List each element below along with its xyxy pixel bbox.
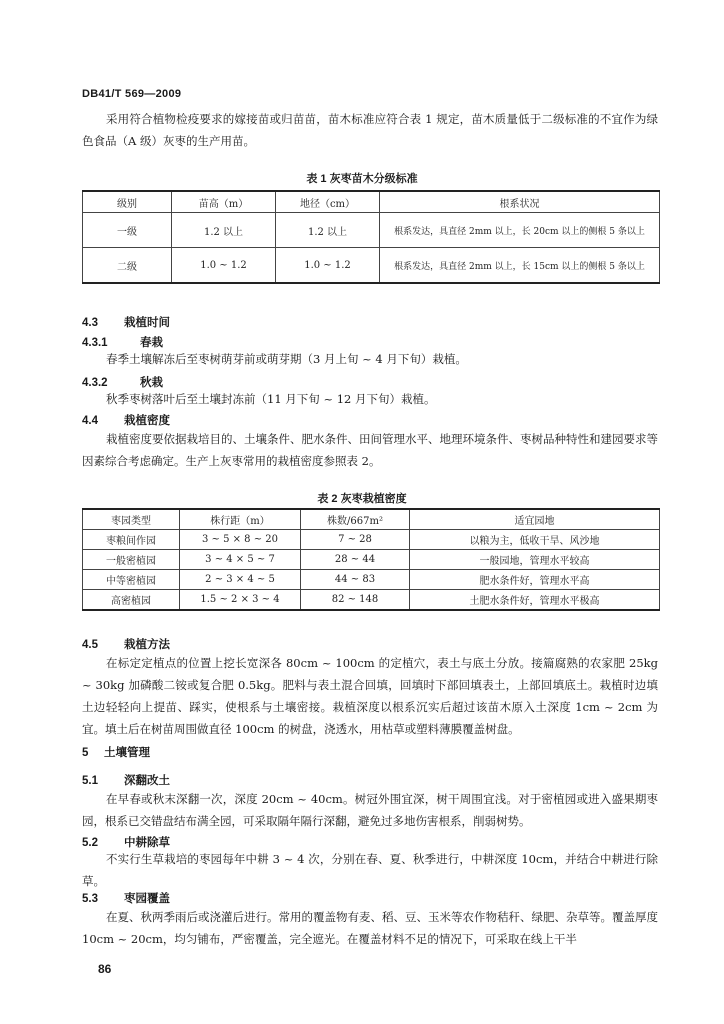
table-header-row [83,191,660,213]
table-header-cell: 苗高（m） [172,191,276,213]
section-heading-5 [82,744,150,760]
section-heading-5-3 [82,890,170,906]
table-row [83,248,660,284]
section-title: 中耕除草 [124,835,170,849]
table-seedling-grading [82,190,660,284]
cultivation-weeding-text: 不实行生草栽培的枣园每年中耕 3 ~ 4 次，分别在春、夏、秋季进行，中耕深度 10cm，并结合中耕进行除草。 [82,852,658,888]
table-cell: 28 ~ 44 [301,550,410,570]
table-cell: 1.2 以上 [172,213,276,248]
table-header-cell: 根系状况 [380,191,660,213]
table-cell: 7 ~ 28 [301,530,410,550]
table-header-row [83,509,660,530]
section-number: 4.5 [82,639,98,651]
table-row [83,550,660,570]
section-heading-4-5 [82,636,170,652]
table-cell: 二级 [83,248,172,284]
section-number: 5 [82,747,89,759]
table-cell: 3 ~ 4 × 5 ~ 7 [180,550,301,570]
spring-planting-text: 春季土壤解冻后至枣树萌芽前或萌芽期（3 月上旬 ~ 4 月下旬）栽植。 [106,352,467,366]
table-cell: 肥水条件好，管理水平高 [410,570,660,590]
planting-method-text: 在标定定植点的位置上挖长宽深各 80cm ~ 100cm 的定植穴，表土与底土分放。接篇腐熟的农家肥 25kg ~ 30kg 加磷酸二铵或复合肥 0.5kg。肥料与表土混合回填，回填时下部回填表土，上部回填底土。栽植时边填土边轻轻向上提苗、踩实，使根系与土壤密接。栽植深度以根系沉实后超过该苗木原入土深度 1cm ~ 2cm 为宜。填土后在树苗周围做直径 100cm 的树盘，浇透水，用枯草或塑料薄膜覆盖树盘。 [82,656,658,736]
table-header-cell: 级别 [83,191,172,213]
table-row [83,590,660,611]
table-cell: 根系发达，具直径 2mm 以上，长 20cm 以上的侧根 5 条以上 [380,213,660,248]
table-cell: 一般园地，管理水平较高 [410,550,660,570]
section-number: 4.4 [82,415,98,427]
page-number: 86 [98,962,112,976]
section-number: 4.3.2 [82,377,108,389]
table1-caption: 表 1 灰枣苗木分级标准 [306,173,418,185]
section-title: 栽植方法 [124,637,170,651]
table-header-cell: 枣园类型 [83,509,180,530]
table-cell: 土肥水条件好，管理水平极高 [410,590,660,611]
section-title: 秋栽 [140,375,163,389]
table-cell: 一般密植园 [83,550,180,570]
table-cell: 中等密植园 [83,570,180,590]
table-header-cell: 地径（cm） [276,191,380,213]
table-cell: 1.5 ~ 2 × 3 ~ 4 [180,590,301,611]
section-title: 春栽 [140,335,163,349]
section-number: 5.1 [82,775,98,787]
table-row [83,530,660,550]
table-cell: 1.2 以上 [276,213,380,248]
section-number: 5.3 [82,893,98,905]
table-cell: 根系发达，具直径 2mm 以上，长 15cm 以上的侧根 5 条以上 [380,248,660,284]
intro-paragraph: 采用符合植物检疫要求的嫁接苗或归苗苗，苗木标准应符合表 1 规定，苗木质量低于二级标准的不宜作为绿色食品（A 级）灰枣的生产用苗。 [82,112,658,148]
table-cell: 1.0 ~ 1.2 [172,248,276,284]
section-number: 4.3 [82,317,98,329]
table-row [83,213,660,248]
orchard-mulching-text: 在夏、秋两季雨后或浇灌后进行。常用的覆盖物有麦、稻、豆、玉米等农作物秸秆、绿肥、杂草等。覆盖厚度 10cm ~ 20cm，均匀铺布，严密覆盖，完全遮光。在覆盖材料不足的情况下，可采取在线上干半 [82,910,658,946]
table-cell: 3 ~ 5 × 8 ~ 20 [180,530,301,550]
table-row [83,570,660,590]
deep-tillage-text: 在早春或秋末深翻一次，深度 20cm ~ 40cm。树冠外围宜深，树干周围宜浅。对于密植园或进入盛果期枣园，根系已交错盘结布满全园，可采取隔年隔行深翻，避免过多地伤害根系，削弱树势。 [82,792,658,828]
table-cell: 2 ~ 3 × 4 ~ 5 [180,570,301,590]
section-title: 枣园覆盖 [124,891,170,905]
section-title: 栽植密度 [124,413,170,427]
table-planting-density [82,508,660,611]
planting-density-text: 栽植密度要依据栽培目的、土壤条件、肥水条件、田间管理水平、地理环境条件、枣树品种特性和建园要求等因素综合考虑确定。生产上灰枣常用的栽植密度参照表 2。 [82,432,658,468]
table-cell: 1.0 ~ 1.2 [276,248,380,284]
table2-caption: 表 2 灰枣栽植密度 [317,493,407,505]
section-title: 深翻改土 [124,773,170,787]
section-heading-4-4 [82,412,170,428]
table-cell: 一级 [83,213,172,248]
section-number: 4.3.1 [82,337,108,349]
autumn-planting-text: 秋季枣树落叶后至土壤封冻前（11 月下旬 ~ 12 月下旬）栽植。 [106,392,436,406]
document-code-header: DB41/T 569—2009 [82,88,182,100]
table-header-cell: 株行距（m） [180,509,301,530]
table-header-cell: 株数/667m² [301,509,410,530]
section-title: 栽植时间 [124,315,170,329]
table-cell: 枣粮间作园 [83,530,180,550]
table-cell: 高密植园 [83,590,180,611]
table-header-cell: 适宜园地 [410,509,660,530]
section-heading-4-3 [82,314,170,330]
table-cell: 以粮为主，低收干旱、风沙地 [410,530,660,550]
section-heading-5-1 [82,772,170,788]
table-cell: 44 ~ 83 [301,570,410,590]
section-title: 土壤管理 [104,745,150,759]
section-number: 5.2 [82,837,98,849]
table-cell: 82 ~ 148 [301,590,410,611]
